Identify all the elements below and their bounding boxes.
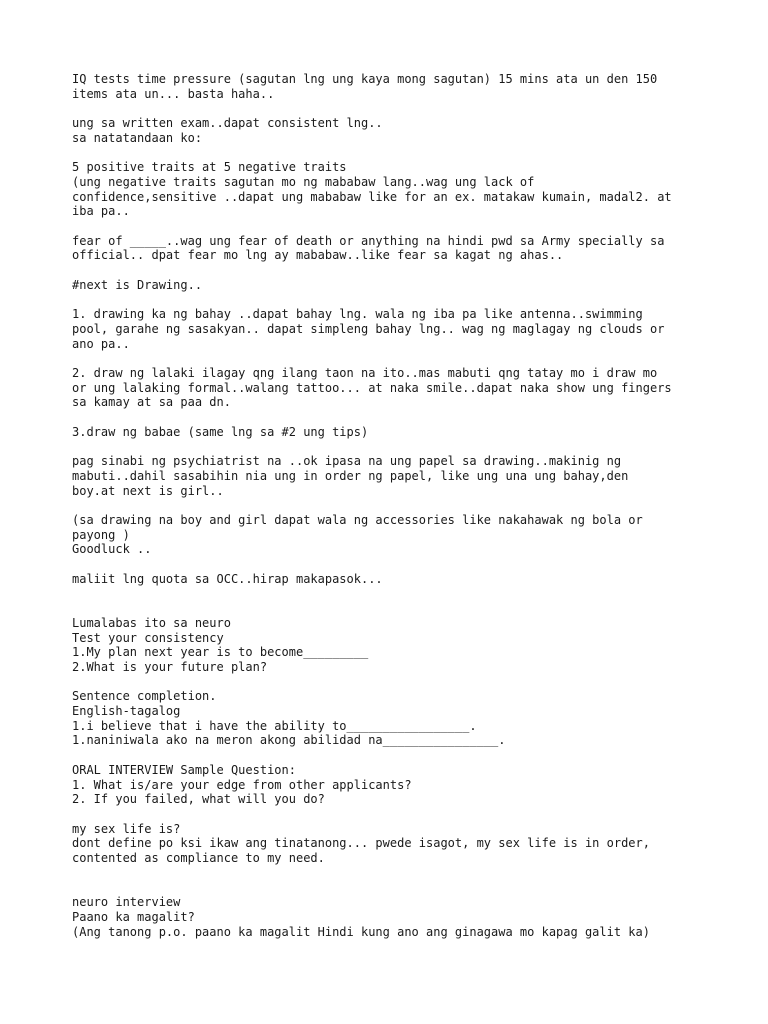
- paragraph: [72, 895, 712, 939]
- text-line: Goodluck ..: [72, 542, 152, 557]
- text-line: Sentence completion.: [72, 689, 217, 704]
- text-line: Paano ka magalit?: [72, 909, 195, 924]
- text-line: IQ tests time pressure (sagutan lng ung kaya mong sagutan) 15 mins ata un den 150: [72, 72, 658, 86]
- text-line: Test your consistency: [72, 630, 224, 645]
- text-line: English-tagalog: [72, 704, 181, 719]
- paragraph: [72, 278, 712, 293]
- text-line: 3.draw ng babae (same lng sa #2 ung tips): [72, 424, 369, 439]
- text-line: 1.My plan next year is to become_________: [72, 645, 369, 660]
- text-line: ano pa..: [72, 336, 130, 351]
- text-line: ORAL INTERVIEW Sample Question:: [72, 762, 296, 777]
- paragraph: [72, 513, 712, 557]
- text-line: official.. dpat fear mo lng ay mababaw..like fear sa kagat ng ahas..: [72, 248, 564, 263]
- text-line: mabuti..dahil sasabihin nia ung in order ng papel, like ung una ung bahay,den: [72, 468, 629, 483]
- text-line: pag sinabi ng psychiatrist na ..ok ipasa na ung papel sa drawing..makinig ng: [72, 454, 622, 469]
- text-line: #next is Drawing..: [72, 277, 203, 292]
- document-body: [72, 72, 712, 954]
- paragraph: [72, 72, 712, 101]
- text-line: fear of _____..wag ung fear of death or anything na hindi pwd sa Army specially sa: [72, 233, 665, 248]
- paragraph: [72, 366, 712, 410]
- text-line: or ung lalaking formal..walang tattoo... at naka smile..dapat naka show ung fingers: [72, 380, 672, 395]
- text-line: sa natatandaan ko:: [72, 130, 203, 145]
- text-line: 1. What is/are your edge from other applicants?: [72, 777, 412, 792]
- paragraph: [72, 307, 712, 351]
- text-line: 2. If you failed, what will you do?: [72, 792, 325, 807]
- text-line: (ung negative traits sagutan mo ng mababaw lang..wag ung lack of: [72, 174, 535, 189]
- text-line: neuro interview: [72, 895, 181, 910]
- text-line: contented as compliance to my need.: [72, 851, 325, 866]
- paragraph: [72, 822, 712, 866]
- paragraph: [72, 572, 712, 587]
- text-line: my sex life is?: [72, 821, 181, 836]
- text-line: Lumalabas ito sa neuro: [72, 615, 231, 630]
- text-line: confidence,sensitive ..dapat ung mababaw like for an ex. matakaw kumain, madal2. at: [72, 189, 672, 204]
- text-line: 1.naniniwala ako na meron akong abilidad na________________.: [72, 733, 506, 748]
- text-line: (sa drawing na boy and girl dapat wala ng accessories like nakahawak ng bola or: [72, 512, 643, 527]
- text-line: ung sa written exam..dapat consistent lng..: [72, 116, 383, 131]
- text-line: 2.What is your future plan?: [72, 659, 268, 674]
- text-line: 2. draw ng lalaki ilagay qng ilang taon na ito..mas mabuti qng tatay mo i draw mo: [72, 365, 658, 380]
- paragraph: [72, 160, 712, 219]
- paragraph: [72, 689, 712, 748]
- paragraph: [72, 454, 712, 498]
- paragraph: [72, 763, 712, 807]
- text-line: boy.at next is girl..: [72, 483, 224, 498]
- paragraph: [72, 616, 712, 675]
- paragraph: [72, 425, 712, 440]
- text-line: iba pa..: [72, 204, 130, 219]
- text-line: 1.i believe that i have the ability to_________________.: [72, 718, 477, 733]
- text-line: payong ): [72, 527, 130, 542]
- text-line: maliit lng quota sa OCC..hirap makapasok...: [72, 571, 383, 586]
- text-line: (Ang tanong p.o. paano ka magalit Hindi kung ano ang ginagawa mo kapag galit ka): [72, 924, 650, 939]
- text-line: dont define po ksi ikaw ang tinatanong... pwede isagot, my sex life is in order,: [72, 836, 650, 851]
- text-line: 5 positive traits at 5 negative traits: [72, 160, 347, 175]
- text-line: pool, garahe ng sasakyan.. dapat simpleng bahay lng.. wag ng maglagay ng clouds or: [72, 321, 665, 336]
- text-line: 1. drawing ka ng bahay ..dapat bahay lng. wala ng iba pa like antenna..swimming: [72, 307, 643, 322]
- paragraph: [72, 116, 712, 145]
- text-line: items ata un... basta haha..: [72, 86, 275, 101]
- paragraph: [72, 234, 712, 263]
- text-line: sa kamay at sa paa dn.: [72, 395, 231, 410]
